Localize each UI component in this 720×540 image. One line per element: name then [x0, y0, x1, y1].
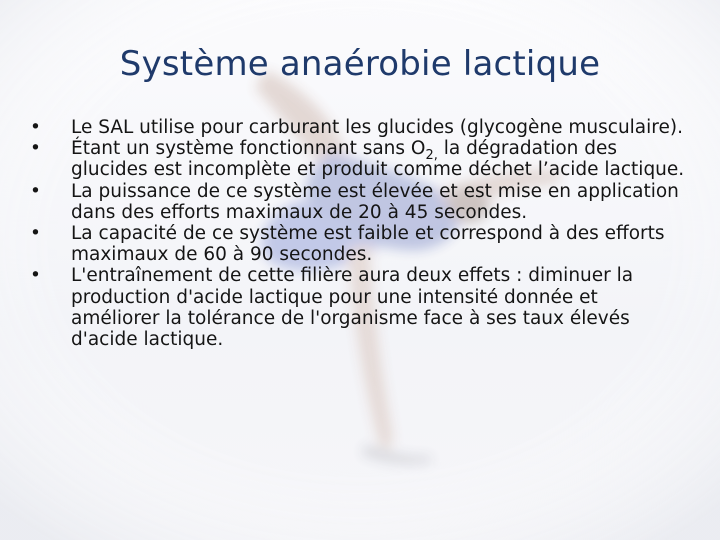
bullet-text-part: Étant un système fonctionnant sans O: [71, 138, 426, 160]
slide-title: Système anaérobie lactique: [119, 44, 601, 84]
bullet-item: [30, 265, 690, 350]
subscript-text: 2,: [425, 147, 438, 163]
bullet-item: [30, 181, 690, 223]
bullet-marker: •: [30, 138, 41, 160]
bullet-marker: •: [30, 180, 41, 202]
bullet-list: [30, 117, 690, 350]
bullet-marker: •: [30, 265, 41, 287]
bullet-text: La capacité de ce système est faible et correspond à des efforts maximaux de 60 à 90 secondes.: [71, 223, 665, 266]
bullet-item: [30, 138, 690, 180]
bullet-item: [30, 117, 690, 138]
bullet-text: La puissance de ce système est élevée et est mise en application dans des efforts maximaux de 20 à 45 secondes.: [71, 180, 679, 223]
bullet-text: L'entraînement de cette filière aura deux effets : diminuer la production d'acide lactique pour une intensité donnée et améliorer la tolérance de l'organisme face à ses taux élevés d'acide lactique.: [71, 265, 634, 351]
bullet-marker: •: [30, 117, 41, 138]
bullet-text-part: la dégradation des glucides est incomplète et produit comme déchet l’acide lactique.: [71, 138, 685, 181]
bullet-marker: •: [30, 223, 41, 245]
bullet-item: [30, 223, 690, 265]
bullet-text: Le SAL utilise pour carburant les glucides (glycogène musculaire).: [71, 117, 683, 138]
